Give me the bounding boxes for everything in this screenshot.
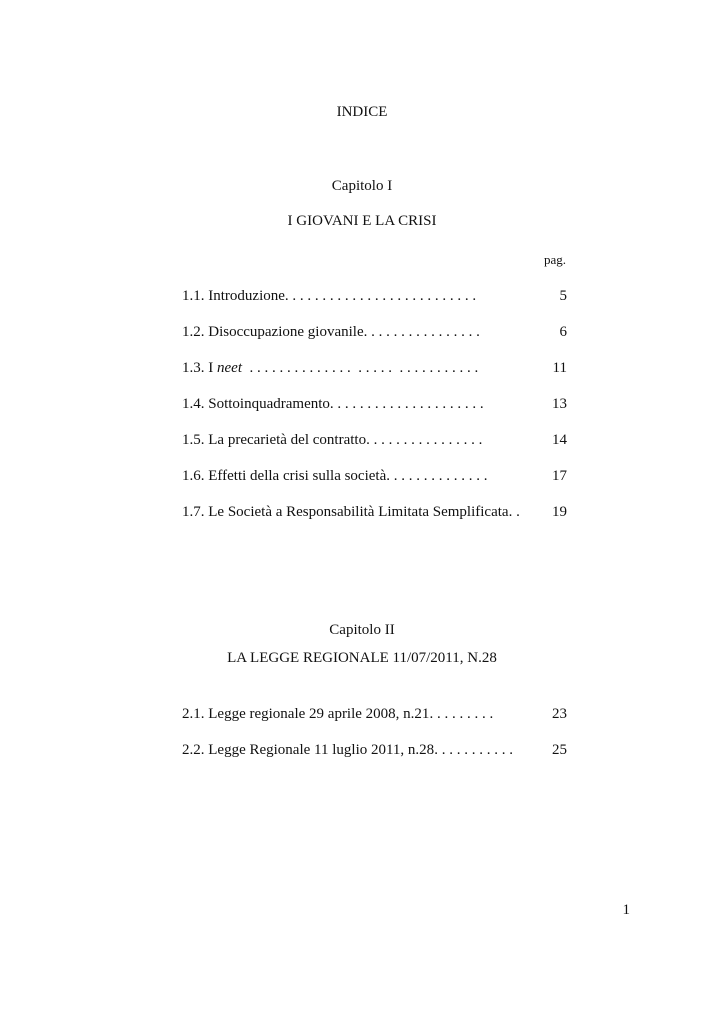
toc-entry-label-italic: neet <box>217 360 242 376</box>
chapter-2-title: LA LEGGE REGIONALE 11/07/2011, N.28 <box>227 650 497 666</box>
toc-entry-page: 5 <box>559 288 567 304</box>
toc-entry <box>182 431 567 449</box>
chapter-1-title: I GIOVANI E LA CRISI <box>287 213 437 229</box>
toc-entry-leader: . . . . . . . . . . . . . . <box>386 468 488 484</box>
index-title: INDICE <box>336 104 388 120</box>
toc-entry <box>182 359 567 377</box>
toc-entry-label: 1.1. Introduzione <box>182 288 285 304</box>
toc-entry-label: 1.6. Effetti della crisi sulla società <box>182 468 387 484</box>
toc-entry-leader: . . . . . . . . . . . . . . . . . . . . . . . . . . . . . . <box>241 360 479 376</box>
toc-entry <box>182 323 567 341</box>
toc-entry-leader: . . . . . . . . . . . . . . . . <box>366 432 483 448</box>
toc-entry-page: 19 <box>552 504 567 520</box>
toc-entry <box>182 395 567 413</box>
toc-entry-leader: . . . . . . . . . . . . . . . . . . . . . . . . . . <box>284 288 477 304</box>
toc-entry-label: 2.1. Legge regionale 29 aprile 2008, n.21 <box>182 706 430 722</box>
toc-entry-leader: . . . . . . . . . . . . . . . . <box>363 324 480 340</box>
toc-entry-label: 1.2. Disoccupazione giovanile <box>182 324 364 340</box>
toc-entry-label: 2.2. Legge Regionale 11 luglio 2011, n.28 <box>182 742 435 758</box>
toc-entry-leader: . . <box>508 504 520 520</box>
toc-entry-page: 23 <box>552 706 567 722</box>
toc-entry-leader: . . . . . . . . . . . <box>434 742 513 758</box>
page-column-label: pag. <box>543 252 566 267</box>
page-number: 1 <box>622 902 630 918</box>
toc-entry-page: 14 <box>552 432 567 448</box>
toc-entry-page: 13 <box>552 396 567 412</box>
toc-entry <box>182 287 567 305</box>
toc-entry-leader: . . . . . . . . . <box>429 706 494 722</box>
toc-entry-label: 1.3. I <box>182 360 217 376</box>
toc-entry <box>182 741 567 759</box>
toc-entry-leader: . . . . . . . . . . . . . . . . . . . . . <box>329 396 484 412</box>
toc-entry-page: 25 <box>552 742 567 758</box>
toc-entry-page: 17 <box>552 468 567 484</box>
chapter-2-heading: Capitolo II <box>329 622 395 638</box>
toc-entry <box>182 467 567 485</box>
toc-entry-label: 1.7. Le Società a Responsabilità Limitata Semplificata <box>182 504 509 520</box>
toc-entry-label: 1.5. La precarietà del contratto <box>182 432 367 448</box>
toc-entry <box>182 503 567 521</box>
toc-entry-page: 11 <box>552 360 567 376</box>
toc-entry-page: 6 <box>559 324 567 340</box>
chapter-1-heading: Capitolo I <box>331 178 393 194</box>
toc-entry-label: 1.4. Sottoinquadramento <box>182 396 330 412</box>
toc-entry <box>182 705 567 723</box>
